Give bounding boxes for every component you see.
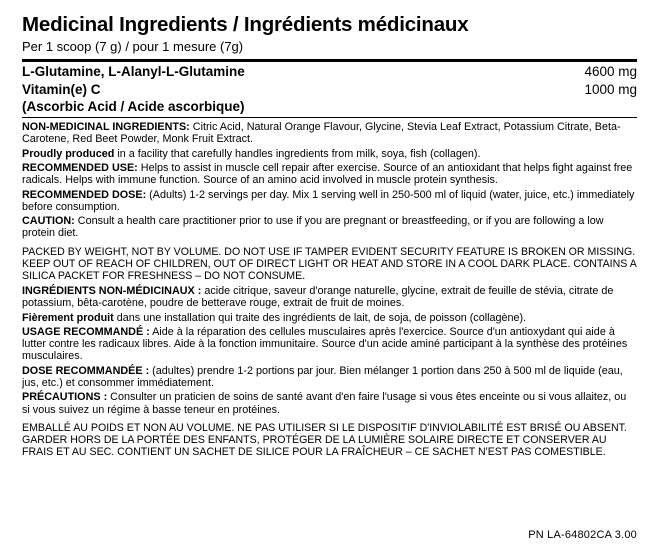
nutrient-amount-empty bbox=[520, 99, 637, 118]
section-heading: RECOMMENDED USE: bbox=[22, 161, 138, 174]
recommended-use-fr bbox=[22, 326, 637, 363]
section-text: in a facility that carefully handles ingredients from milk, soya, fish (collagen). bbox=[114, 147, 481, 160]
section-heading: NON-MEDICINAL INGREDIENTS: bbox=[22, 121, 190, 134]
section-heading: CAUTION: bbox=[22, 215, 75, 228]
section-heading: DOSE RECOMMANDÉE : bbox=[22, 364, 150, 377]
caution-fr bbox=[22, 391, 637, 416]
section-heading: INGRÉDIENTS NON-MÉDICINAUX : bbox=[22, 284, 202, 297]
table-row bbox=[22, 80, 637, 99]
section-text: dans une installation qui traite des ingrédients de lait, de soja, de poisson (collagène). bbox=[113, 311, 527, 324]
page-title: Medicinal Ingredients / Ingrédients médicinaux bbox=[22, 13, 469, 36]
nutrient-name: Vitamin(e) C bbox=[22, 82, 101, 98]
recommended-dose-en bbox=[22, 189, 637, 214]
nutrient-subname: (Ascorbic Acid / Acide ascorbique) bbox=[22, 98, 245, 114]
nutrient-amount: 1000 mg bbox=[584, 82, 637, 98]
divider-thin bbox=[22, 117, 637, 118]
section-heading: USAGE RECOMMANDÉ : bbox=[22, 325, 150, 338]
section-heading: Proudly produced bbox=[22, 147, 115, 160]
section-text: Consulter un praticien de soins de santé avant d'en faire l'usage si vous êtes enceinte ou si vous allaitez, ou si vous suivez un régime à basse teneur en protéines. bbox=[22, 391, 627, 416]
non-medicinal-ingredients-fr bbox=[22, 285, 637, 310]
storage-warning-fr: EMBALLÉ AU POIDS ET NON AU VOLUME. NE PAS UTILISER SI LE DISPOSITIF D'INVIOLABILITÉ EST BRISÉ OU ABSENT. GARDER HORS DE LA PORTÉE DES ENFANTS, PROTÉGER DE LA LUMIÈRE SOLAIRE DIRECTE ET CONSERVER AU FRAIS ET AU SEC. CONTIENT UN SACHET DE SILICE POUR LA FRAÎCHEUR – CE SACHET N'EST PAS COMESTIBLE. bbox=[22, 421, 627, 459]
section-text: Helps to assist in muscle cell repair after exercise. Source of an antioxidant that helps fight against free radicals. Helps with immune function. Source of an amino acid involved in muscle protein synthesis. bbox=[22, 161, 633, 187]
section-text: (adultes) prendre 1-2 portions par jour. Bien mélanger 1 portion dans 250 à 500 ml de liquide (eau, jus, etc.) et consommer immédiatement. bbox=[22, 364, 623, 390]
section-text: Citric Acid, Natural Orange Flavour, Glycine, Stevia Leaf Extract, Potassium Citrate, Beta-Carotene, Red Beet Powder, Monk Fruit Extract. bbox=[22, 121, 621, 146]
section-heading: Fièrement produit bbox=[22, 311, 114, 324]
allergen-statement-fr bbox=[22, 312, 637, 324]
storage-warning-en: PACKED BY WEIGHT, NOT BY VOLUME. DO NOT USE IF TAMPER EVIDENT SECURITY FEATURE IS BROKEN OR MISSING. KEEP OUT OF REACH OF CHILDREN, OUT OF DIRECT LIGHT OR HEAT AND STORE IN A COOL DARK PLACE. CONTAINS A SILICA PACKET FOR FRESHNESS – DO NOT CONSUME. bbox=[22, 245, 637, 282]
non-medicinal-ingredients-en bbox=[22, 121, 637, 146]
recommended-dose-fr bbox=[22, 365, 637, 390]
section-text: acide citrique, saveur d'orange naturelle, glycine, extrait de feuille de stévia, citrate de potassium, bêta-carotène, poudre de betterave rouge, extrait de fruit de moines. bbox=[22, 284, 614, 310]
product-code: PN LA-64802CA 3.00 bbox=[528, 529, 637, 541]
section-text: (Adults) 1-2 servings per day. Mix 1 serving well in 250-500 ml of liquid (water, juice, etc.) immediately before consumption. bbox=[22, 188, 635, 213]
nutrient-table bbox=[22, 62, 637, 118]
section-text: Aide à la réparation des cellules musculaires après l'exercice. Source d'un antioxydant qui aide à lutter contre les radicaux libres. Aide à la fonction immunitaire. Source d'un acide aminé participant à la synthèse des protéines musculaires. bbox=[22, 325, 628, 363]
section-heading: RECOMMENDED DOSE: bbox=[22, 188, 147, 201]
nutrient-amount: 4600 mg bbox=[584, 63, 637, 79]
table-row bbox=[22, 62, 637, 81]
table-row bbox=[22, 99, 637, 118]
nutrient-name: L-Glutamine, L-Alanyl-L-Glutamine bbox=[22, 63, 245, 79]
section-text: Consult a health care practitioner prior to use if you are pregnant or breastfeeding, or if you are following a low protein diet. bbox=[22, 215, 604, 240]
allergen-statement-en bbox=[22, 148, 637, 160]
caution-en bbox=[22, 215, 637, 240]
serving-size-text: Per 1 scoop (7 g) / pour 1 mesure (7g) bbox=[22, 38, 244, 54]
recommended-use-en bbox=[22, 162, 637, 187]
section-heading: PRÉCAUTIONS : bbox=[22, 391, 108, 404]
